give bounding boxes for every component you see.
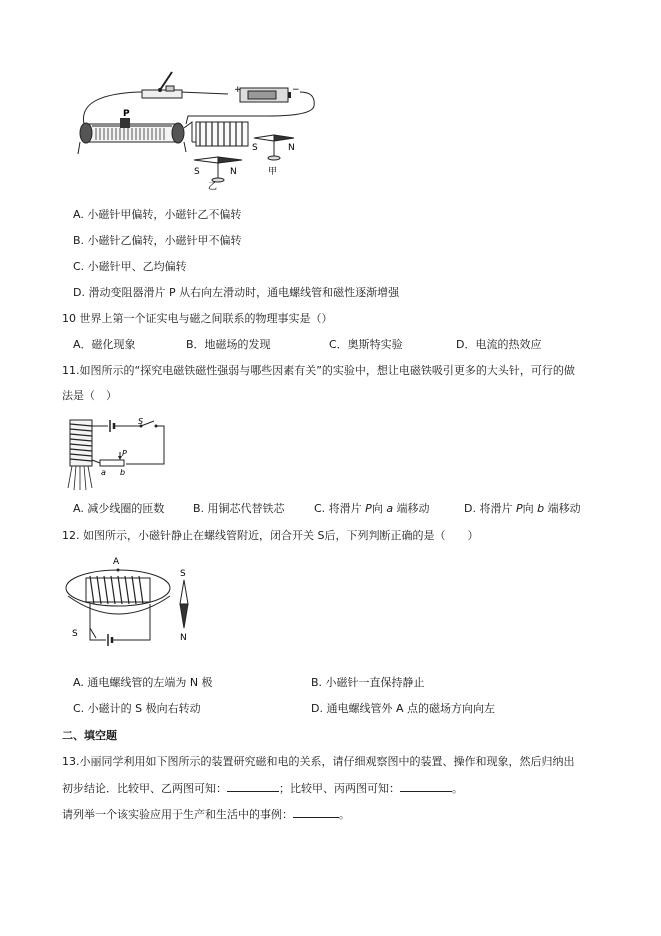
pins-icon	[68, 466, 92, 490]
fig12-needle-n-label: N	[180, 633, 187, 643]
q9-option-d: D. 滑动变阻器滑片 P 从右向左滑动时，通电螺线管和磁性逐渐增强	[73, 286, 400, 299]
battery-symbol-icon	[108, 634, 112, 646]
fig11-s-label: S	[138, 417, 144, 426]
q12-option-d: D. 通电螺线管外 A 点的磁场方向向左	[311, 702, 495, 715]
needle-jia-n-label: N	[288, 143, 295, 153]
q10-stem: 10 世界上第一个证实电与磁之间联系的物理事实是（）	[62, 312, 333, 325]
q12-option-b: B. 小磁针一直保持静止	[311, 676, 425, 689]
q10-option-d: D．电流的热效应	[456, 338, 542, 351]
q13-blank-3[interactable]	[293, 806, 339, 818]
q12-option-a: A. 通电螺线管的左端为 N 极	[73, 676, 213, 689]
q13-line2: 初步结论．比较甲、乙两图可知： ；比较甲、丙两图可知： 。	[62, 782, 463, 795]
q13-line1: 13.小丽同学利用如下图所示的装置研究磁和电的关系，请仔细观察图中的装置、操作和现象，然后归纳出	[62, 755, 575, 768]
solenoid-icon	[196, 122, 248, 146]
switch-s-icon	[90, 628, 96, 638]
needle-jia-s-label: S	[252, 143, 258, 153]
needle-yi-s-label: S	[194, 167, 200, 177]
switch-icon	[142, 72, 182, 98]
q9-option-a: A. 小磁针甲偏转，小磁针乙不偏转	[73, 208, 242, 221]
fig12-s-label: S	[72, 629, 78, 639]
rheostat-symbol-icon	[100, 452, 124, 466]
q12-option-c: C. 小磁计的 S 极向右转动	[73, 702, 201, 715]
q11-option-c: C. 将滑片 P向 a 端移动	[314, 502, 430, 515]
fig12-needle-s-label: S	[180, 569, 186, 579]
section-title: 二、填空题	[62, 729, 117, 742]
battery-icon	[240, 88, 291, 102]
q11-stem-line1: 11.如图所示的“探究电磁铁磁性强弱与哪些因素有关”的实验中，想让电磁铁吸引更多的大头针，可行的做	[62, 364, 575, 377]
q11-option-b: B. 用铜芯代替铁芯	[193, 502, 285, 515]
figure-solenoid-field	[60, 556, 200, 662]
q10-option-b: B．地磁场的发现	[186, 338, 271, 351]
figure-electromagnet	[64, 416, 176, 494]
fig11-b-label: b	[120, 468, 126, 477]
caption-jia: 甲	[268, 167, 278, 177]
fig11-a-label: a	[101, 468, 106, 477]
fig11-p-label: P	[122, 449, 127, 458]
battery-plus-label: +	[234, 85, 242, 95]
caption-yi: 乙	[208, 182, 218, 190]
q10-option-a: A．磁化现象	[73, 338, 136, 351]
q11-stem-line2: 法是（ ）	[62, 389, 117, 402]
q9-option-c: C. 小磁针甲、乙均偏转	[73, 260, 187, 273]
q11-option-d: D. 将滑片 P向 b 端移动	[464, 502, 581, 515]
slider-p-label: P	[123, 109, 130, 119]
q10-option-c: C．奥斯特实验	[329, 338, 403, 351]
fig12-a-label: A	[113, 557, 120, 567]
figure-solenoid-circuit	[68, 62, 328, 190]
solenoid-coil-icon	[86, 576, 150, 604]
q13-blank-2[interactable]	[400, 780, 452, 792]
electromagnet-coil-icon	[70, 420, 92, 466]
q9-option-b: B. 小磁针乙偏转，小磁针甲不偏转	[73, 234, 242, 247]
compass-needle-icon	[180, 580, 188, 628]
needle-yi-n-label: N	[230, 167, 237, 177]
q12-stem: 12. 如图所示，小磁针静止在螺线管附近，闭合开关 S后，下列判断正确的是（ ）	[62, 529, 479, 542]
battery-symbol-icon	[110, 420, 114, 432]
q13-line3: 请列举一个该实验应用于生产和生活中的事例： 。	[62, 808, 350, 821]
q11-option-a: A. 减少线圈的匝数	[73, 502, 165, 515]
q13-blank-1[interactable]	[227, 780, 279, 792]
rheostat-icon	[78, 118, 186, 154]
battery-minus-label: −	[292, 85, 300, 95]
